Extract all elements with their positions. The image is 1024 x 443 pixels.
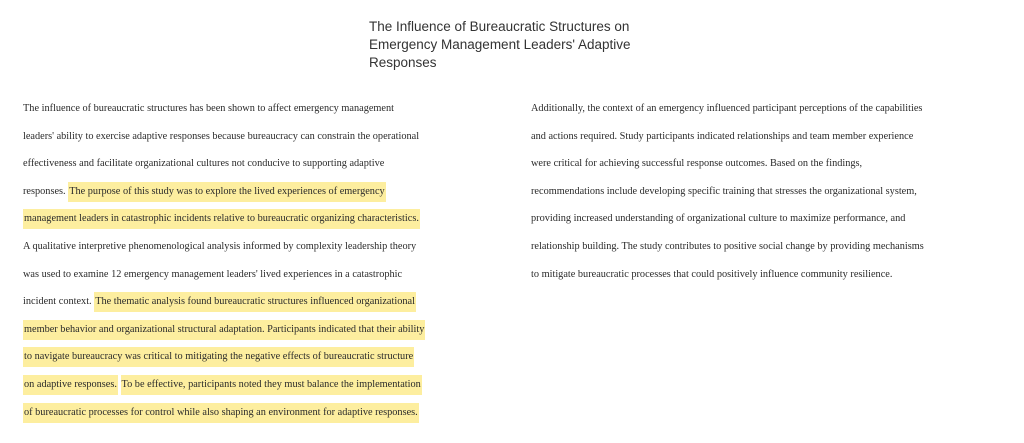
body-text: were critical for achieving successful response outcomes. Based on the findings,	[531, 158, 863, 170]
body-text: recommendations include developing specific training that stresses the organizational system,	[531, 185, 917, 197]
text-line	[23, 233, 498, 261]
paper-title	[369, 18, 669, 72]
title-line-1: The Influence of Bureaucratic Structures on	[369, 19, 630, 34]
body-text: incident context.	[23, 296, 95, 308]
body-text: to mitigate bureaucratic processes that could positively influence community resilience.	[531, 268, 893, 280]
highlighted-text: The purpose of this study was to explore the lived experiences of emergency	[68, 182, 385, 202]
text-line	[23, 316, 498, 344]
text-line	[23, 150, 498, 178]
text-line	[23, 343, 498, 371]
title-line-2: Emergency Management Leaders' Adaptive	[369, 37, 631, 52]
highlighted-text: member behavior and organizational structural adaptation. Participants indicated that their ability	[23, 320, 425, 340]
body-text: A qualitative interpretive phenomenological analysis informed by complexity leadership theory	[23, 240, 417, 252]
body-text: Additionally, the context of an emergency influenced participant perceptions of the capabilities	[531, 103, 923, 114]
body-text: providing increased understanding of organizational culture to maximize performance, and	[531, 213, 906, 225]
abstract-left-column	[23, 95, 498, 426]
body-text: and actions required. Study participants indicated relationships and team member experience	[531, 130, 914, 142]
text-line	[23, 123, 498, 151]
body-text: relationship building. The study contributes to positive social change by providing mechanisms	[531, 240, 924, 252]
text-line	[531, 150, 1011, 178]
body-text: leaders' ability to exercise adaptive responses because bureaucracy can constrain the operational	[23, 130, 420, 142]
highlighted-text: To be effective, participants noted they must balance the implementation	[121, 375, 422, 395]
highlighted-text: on adaptive responses.	[23, 375, 118, 395]
text-line	[531, 95, 1011, 123]
highlighted-text: of bureaucratic processes for control while also shaping an environment for adaptive responses.	[23, 403, 419, 423]
highlighted-text: The thematic analysis found bureaucratic structures influenced organizational	[94, 292, 416, 312]
text-line	[23, 95, 498, 123]
text-line	[531, 233, 1011, 261]
text-line	[23, 261, 498, 289]
body-text: The influence of bureaucratic structures has been shown to affect emergency management	[23, 103, 395, 114]
highlighted-text: to navigate bureaucracy was critical to mitigating the negative effects of bureaucratic structure	[23, 347, 414, 367]
body-text: effectiveness and facilitate organizational cultures not conducive to supporting adaptive	[23, 158, 385, 170]
text-line	[23, 399, 498, 427]
text-line	[531, 261, 1011, 289]
highlighted-text: management leaders in catastrophic incidents relative to bureaucratic organizing characteristics.	[23, 209, 420, 229]
title-line-3: Responses	[369, 55, 437, 70]
text-line	[531, 178, 1011, 206]
body-text: was used to examine 12 emergency management leaders' lived experiences in a catastrophic	[23, 268, 403, 280]
text-line	[23, 205, 498, 233]
text-line	[531, 205, 1011, 233]
abstract-right-column	[531, 95, 1011, 288]
text-line	[23, 371, 498, 399]
body-text: responses.	[23, 185, 69, 197]
text-line	[23, 288, 498, 316]
text-line	[531, 123, 1011, 151]
text-line	[23, 178, 498, 206]
